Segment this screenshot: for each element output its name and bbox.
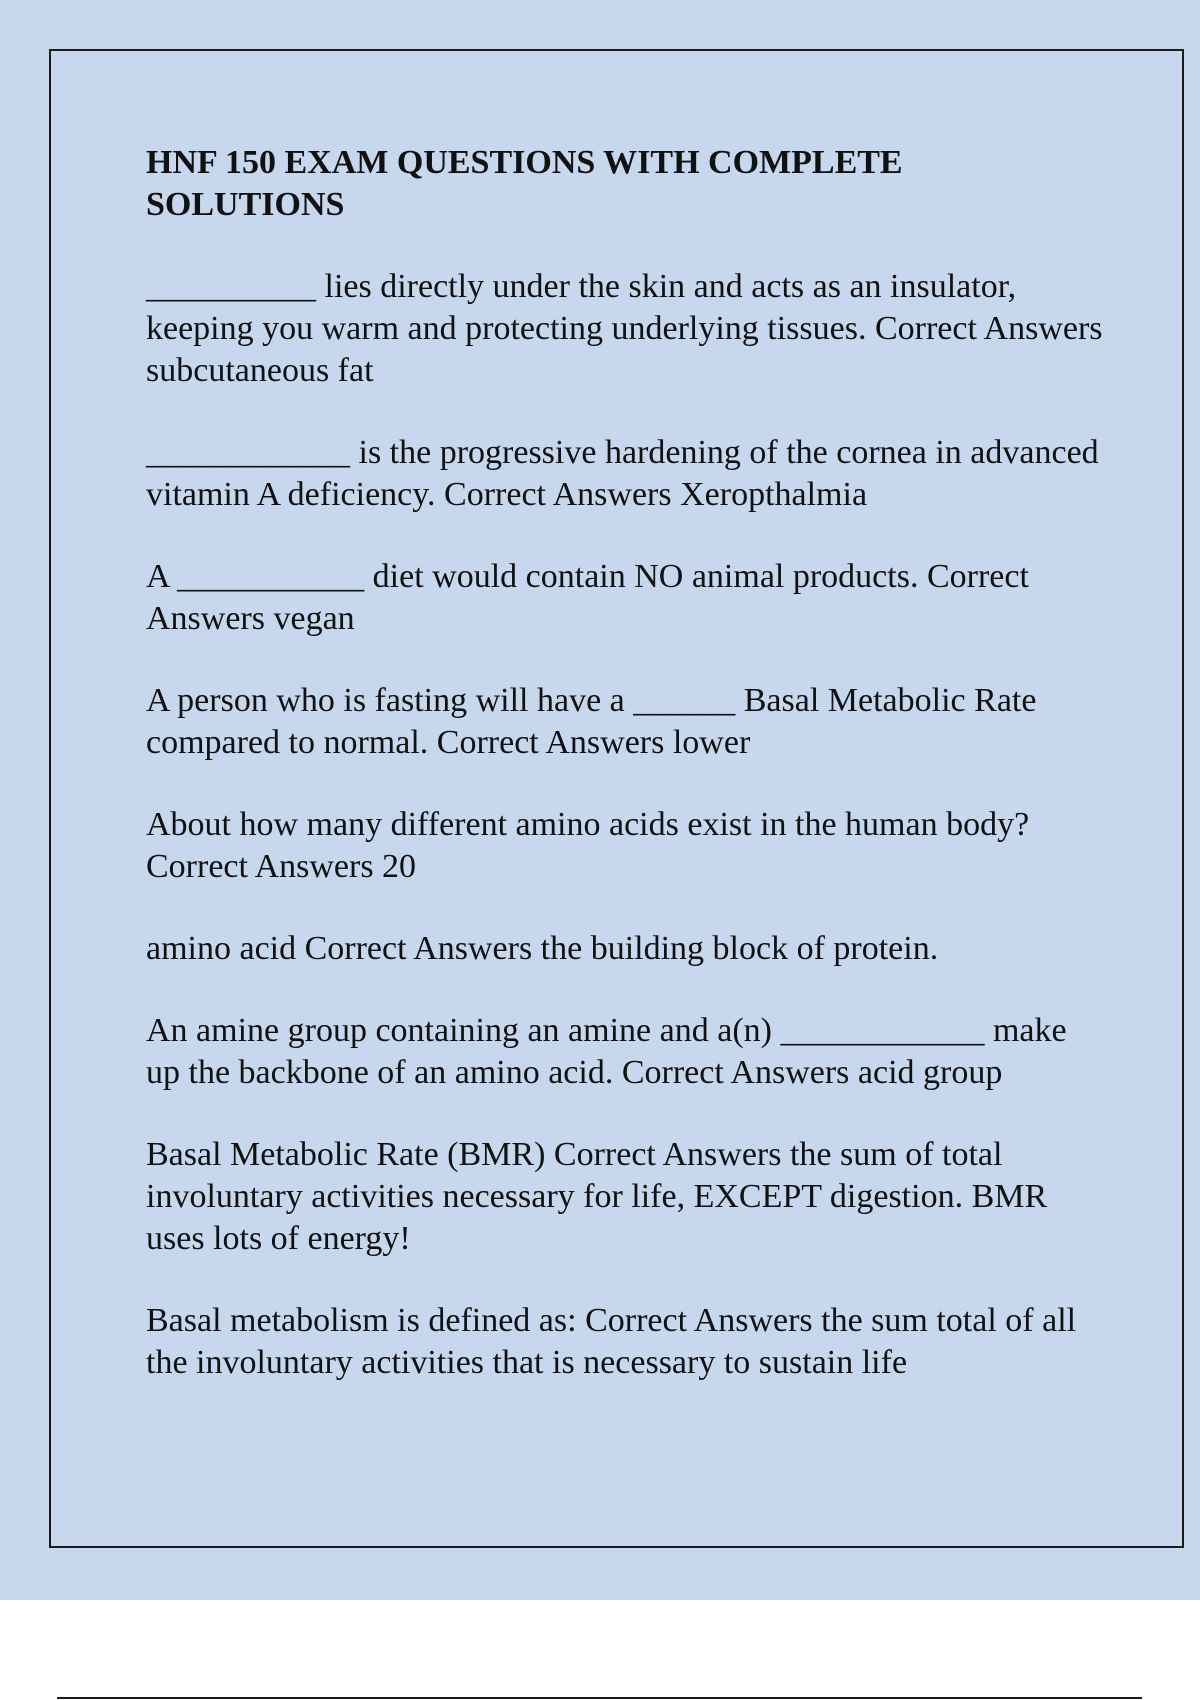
qa-item: Basal Metabolic Rate (BMR) Correct Answers the sum of total involuntary activities necessary for life, EXCEPT digestion. BMR uses lots of energy! xyxy=(146,1136,1048,1257)
qa-item: amino acid Correct Answers the building block of protein. xyxy=(146,930,939,967)
document-title: HNF 150 EXAM QUESTIONS WITH COMPLETE SOLUTIONS xyxy=(146,144,903,223)
qa-item: A person who is fasting will have a ______ Basal Metabolic Rate compared to normal. Correct Answers lower xyxy=(146,682,1037,761)
qa-item: An amine group containing an amine and a(n) ____________ make up the backbone of an amino acid. Correct Answers acid group xyxy=(146,1012,1067,1091)
document-body xyxy=(146,142,1106,1424)
footer-divider xyxy=(57,1697,1142,1699)
qa-item: ____________ is the progressive hardening of the cornea in advanced vitamin A deficiency. Correct Answers Xeropthalmia xyxy=(146,434,1099,513)
qa-item: Basal metabolism is defined as: Correct Answers the sum total of all the involuntary activities that is necessary to sustain life xyxy=(146,1302,1077,1381)
qa-item: A ___________ diet would contain NO animal products. Correct Answers vegan xyxy=(146,558,1029,637)
qa-item: __________ lies directly under the skin and acts as an insulator, keeping you warm and protecting underlying tissues. Correct Answers subcutaneous fat xyxy=(146,268,1103,389)
qa-item: About how many different amino acids exist in the human body? Correct Answers 20 xyxy=(146,806,1030,885)
